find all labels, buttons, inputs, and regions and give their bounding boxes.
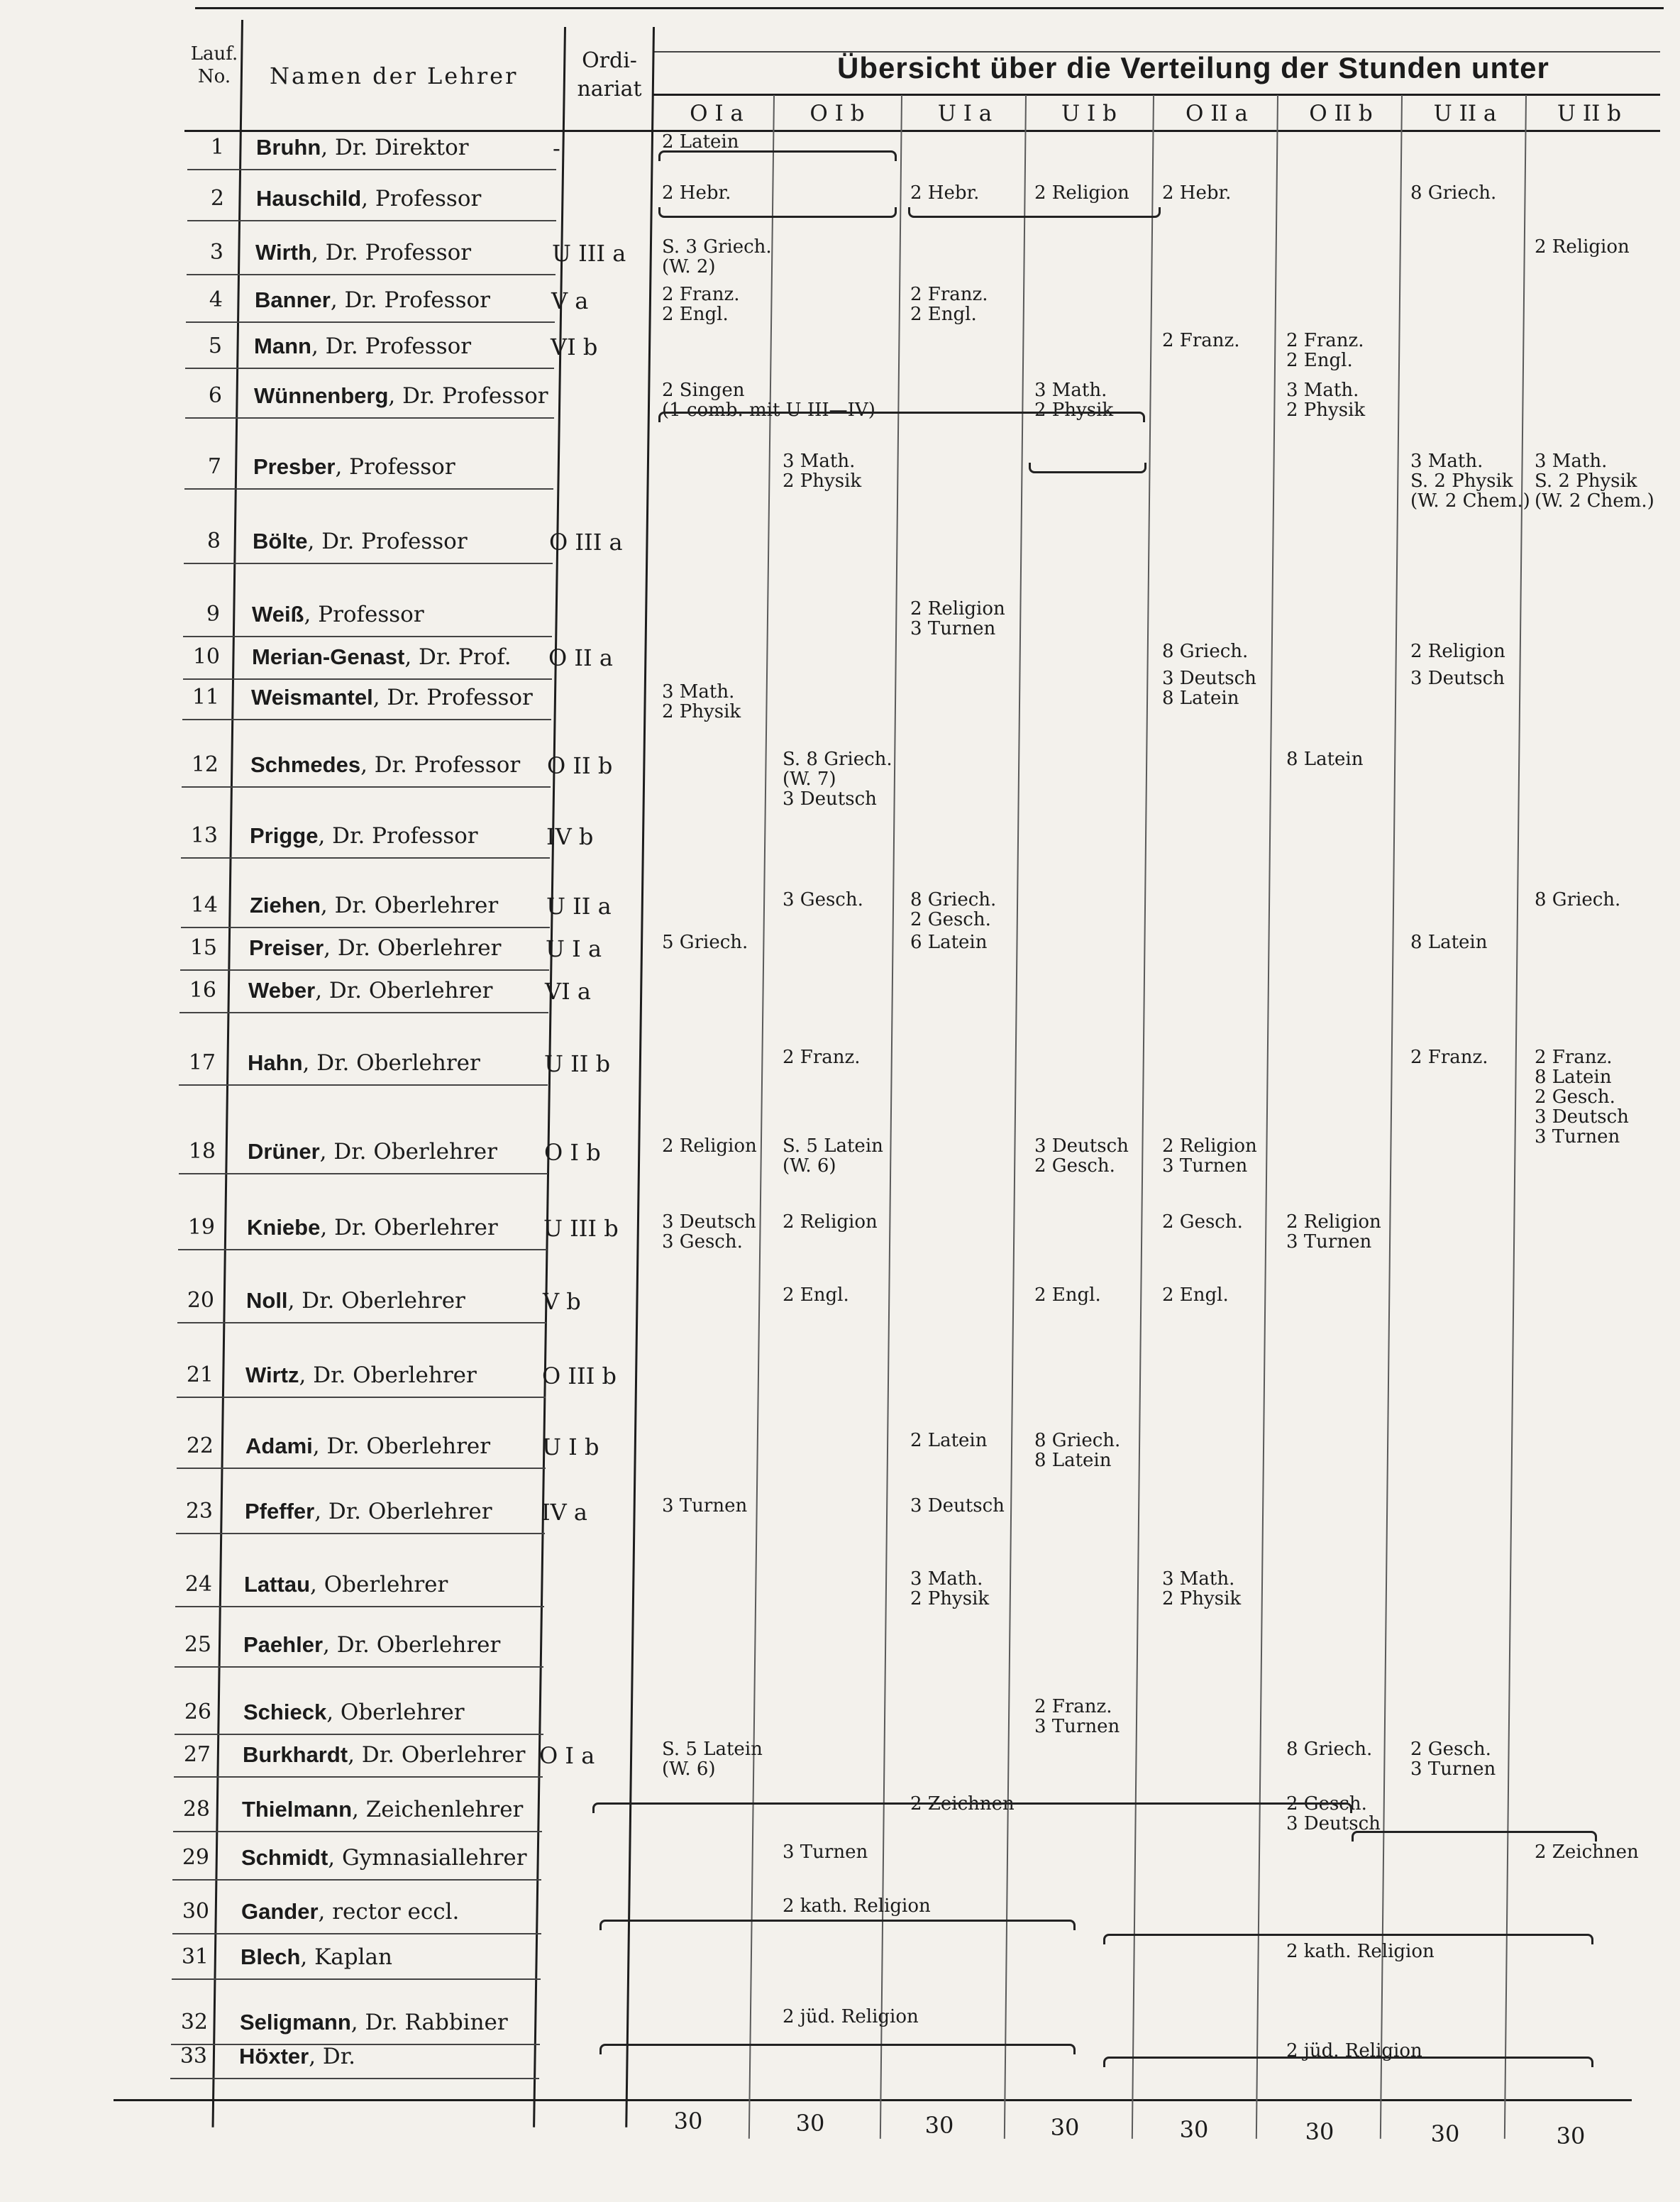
schedule-entry: 8 Griech. xyxy=(1286,1739,1373,1760)
schedule-entry: 2 Hebr. xyxy=(1162,182,1232,204)
schedule-entry: 3 Gesch. xyxy=(783,889,863,910)
ordinariat: O II b xyxy=(547,752,613,779)
ordinariat: U I a xyxy=(546,935,602,962)
ordinariat: V a xyxy=(551,287,589,314)
schedule-entry: 6 Latein xyxy=(910,932,988,953)
schedule-entry: 2 Zeichnen xyxy=(910,1793,1015,1815)
schedule-entry: 2 Religion 3 Turnen xyxy=(1162,1135,1257,1177)
ordinariat: O III a xyxy=(549,529,623,556)
row-number: 22 xyxy=(186,1433,214,1458)
teacher-name: Hahn, Dr. Oberlehrer xyxy=(248,1050,480,1076)
schedule-entry: 2 Gesch. 3 Deutsch xyxy=(1286,1793,1381,1834)
teacher-name: Banner, Dr. Professor xyxy=(255,287,490,313)
schedule-entry: 2 Religion xyxy=(1535,236,1630,258)
row-number: 4 xyxy=(209,287,223,312)
teacher-name: Wünnenberg, Dr. Professor xyxy=(254,383,548,409)
schedule-entry: 2 kath. Religion xyxy=(1286,1941,1435,1962)
teacher-name: Wirth, Dr. Professor xyxy=(255,240,472,265)
ordinariat: VI a xyxy=(545,978,591,1005)
column-total: 30 xyxy=(924,2112,954,2139)
schedule-entry: 2 kath. Religion xyxy=(783,1895,931,1917)
row-number: 8 xyxy=(206,529,221,554)
schedule-entry: 3 Math. 2 Physik xyxy=(783,451,862,492)
teacher-name: Weismantel, Dr. Professor xyxy=(251,685,533,710)
row-number: 9 xyxy=(206,602,220,627)
schedule-entry: 2 Religion xyxy=(662,1135,757,1157)
ordinariat: IV a xyxy=(541,1499,587,1526)
header-ordi-1: Ordi- xyxy=(582,48,637,73)
row-number: 2 xyxy=(210,186,224,211)
row-number: 6 xyxy=(208,383,222,408)
row-number: 25 xyxy=(184,1632,211,1657)
schedule-entry: 2 Religion xyxy=(783,1211,878,1233)
teacher-name: Thielmann, Zeichenlehrer xyxy=(242,1797,524,1822)
row-number: 14 xyxy=(190,893,218,918)
column-total: 30 xyxy=(1556,2123,1586,2149)
schedule-entry: 2 Franz. 3 Turnen xyxy=(1034,1696,1120,1737)
row-number: 12 xyxy=(191,752,219,777)
header-lauf: Lauf. xyxy=(190,43,238,65)
teacher-name: Schmedes, Dr. Professor xyxy=(250,752,521,778)
schedule-entry: 3 Math. 2 Physik xyxy=(910,1568,990,1609)
schedule-entry: 2 Franz. 2 Engl. xyxy=(910,284,988,325)
row-number: 15 xyxy=(189,935,217,960)
row-number: 28 xyxy=(182,1797,210,1822)
ordinariat: O I a xyxy=(539,1742,595,1769)
ordinariat: O I b xyxy=(544,1139,601,1166)
class-header: U I a xyxy=(937,101,993,126)
ordinariat: O II a xyxy=(548,644,613,671)
class-header: O II a xyxy=(1185,101,1249,126)
schedule-entry: 5 Griech. xyxy=(662,932,748,953)
schedule-entry: S. 5 Latein (W. 6) xyxy=(662,1739,763,1780)
teacher-name: Kniebe, Dr. Oberlehrer xyxy=(247,1215,498,1240)
schedule-entry: 8 Griech. xyxy=(1535,889,1621,910)
schedule-entry: 2 Hebr. xyxy=(910,182,980,204)
row-number: 3 xyxy=(209,240,223,265)
teacher-name: Presber, Professor xyxy=(253,454,455,480)
ordinariat: U III a xyxy=(552,240,626,267)
row-number: 10 xyxy=(192,644,220,669)
row-number: 31 xyxy=(181,1944,209,1969)
teacher-name: Schmidt, Gymnasiallehrer xyxy=(241,1845,527,1871)
schedule-entry: S. 8 Griech. (W. 7) 3 Deutsch xyxy=(783,749,892,810)
schedule-entry: 8 Griech. xyxy=(1162,641,1249,662)
row-number: 13 xyxy=(190,823,218,848)
schedule-entry: 2 Latein xyxy=(910,1430,988,1451)
schedule-entry: 2 Franz. 2 Engl. xyxy=(1286,330,1364,371)
teacher-name: Preiser, Dr. Oberlehrer xyxy=(249,935,502,961)
row-number: 19 xyxy=(187,1215,215,1240)
row-number: 23 xyxy=(185,1499,213,1524)
ordinariat: O III b xyxy=(542,1363,617,1389)
schedule-entry: 3 Deutsch xyxy=(1410,668,1505,689)
schedule-entry: S. 3 Griech. (W. 2) xyxy=(662,236,772,277)
schedule-entry: 3 Math. 2 Physik xyxy=(1162,1568,1242,1609)
table-title: Übersicht über die Verteilung der Stunden unter xyxy=(837,51,1549,84)
schedule-entry: 8 Latein xyxy=(1286,749,1364,770)
ordinariat: U III b xyxy=(543,1215,619,1242)
class-header: U II a xyxy=(1433,101,1497,126)
schedule-entry: 2 Religion xyxy=(1410,641,1505,662)
column-total: 30 xyxy=(1305,2118,1334,2145)
ordinariat: - xyxy=(553,135,560,162)
row-number: 29 xyxy=(182,1845,209,1870)
row-number: 27 xyxy=(183,1742,211,1767)
ordinariat: IV b xyxy=(546,823,594,850)
schedule-entry: 2 Latein xyxy=(662,131,739,153)
row-number: 7 xyxy=(207,454,221,479)
column-total: 30 xyxy=(1430,2120,1460,2147)
class-header: U I b xyxy=(1061,101,1117,126)
ordinariat: V b xyxy=(543,1288,581,1315)
header-names: Namen der Lehrer xyxy=(270,62,519,89)
teacher-name: Bruhn, Dr. Direktor xyxy=(256,135,469,160)
header-ordinariat xyxy=(568,47,651,104)
teacher-name: Hauschild, Professor xyxy=(256,186,482,211)
row-number: 21 xyxy=(186,1363,214,1387)
schedule-entry: 3 Math. 2 Physik xyxy=(1034,380,1114,421)
teacher-name: Schieck, Oberlehrer xyxy=(243,1700,465,1725)
schedule-entry: 2 Franz. xyxy=(783,1047,861,1068)
class-header: O II b xyxy=(1309,101,1373,126)
teacher-name: Weiß, Professor xyxy=(252,602,424,627)
header-lauf-no xyxy=(186,43,243,88)
row-number: 5 xyxy=(208,334,222,358)
schedule-entry: 2 Religion xyxy=(1034,182,1129,204)
schedule-entry: 2 Engl. xyxy=(1162,1284,1229,1306)
header-ordi-2: nariat xyxy=(577,77,642,101)
teacher-name: Mann, Dr. Professor xyxy=(254,334,472,359)
schedule-entry: 2 jüd. Religion xyxy=(1286,2040,1422,2061)
teacher-name: Wirtz, Dr. Oberlehrer xyxy=(245,1363,477,1388)
teacher-name: Merian-Genast, Dr. Prof. xyxy=(252,644,512,670)
teacher-name: Paehler, Dr. Oberlehrer xyxy=(243,1632,501,1658)
column-total: 30 xyxy=(795,2110,825,2137)
schedule-entry: 2 Religion 3 Turnen xyxy=(910,598,1005,639)
schedule-entry: 2 Singen (1 comb. mit U III—IV) xyxy=(662,380,875,421)
ordinariat: VI b xyxy=(551,334,598,360)
schedule-entry: 2 Franz. 8 Latein 2 Gesch. 3 Deutsch 3 Turnen xyxy=(1535,1047,1629,1147)
row-number: 32 xyxy=(180,2010,208,2035)
ordinariat: U I b xyxy=(542,1433,599,1460)
schedule-entry: 3 Deutsch 2 Gesch. xyxy=(1034,1135,1129,1177)
teacher-name: Höxter, Dr. xyxy=(239,2044,356,2069)
teacher-name: Gander, rector eccl. xyxy=(241,1899,460,1925)
row-number: 26 xyxy=(184,1700,211,1724)
row-number: 11 xyxy=(192,685,219,710)
row-number: 20 xyxy=(187,1288,214,1313)
teacher-name: Seligmann, Dr. Rabbiner xyxy=(240,2010,508,2035)
teacher-name: Ziehen, Dr. Oberlehrer xyxy=(250,893,499,918)
schedule-entry: 2 Gesch. 3 Turnen xyxy=(1410,1739,1496,1780)
column-total: 30 xyxy=(1050,2114,1080,2141)
schedule-entry: S. 5 Latein (W. 6) xyxy=(783,1135,883,1177)
schedule-entry: 2 Engl. xyxy=(1034,1284,1101,1306)
schedule-entry: 8 Latein xyxy=(1410,932,1488,953)
schedule-entry: 3 Math. S. 2 Physik (W. 2 Chem.) xyxy=(1410,451,1530,512)
schedule-entry: 2 Franz. xyxy=(1410,1047,1488,1068)
row-number: 1 xyxy=(210,135,224,160)
schedule-entry: 8 Griech. xyxy=(1410,182,1497,204)
column-total: 30 xyxy=(1179,2116,1209,2143)
teacher-name: Blech, Kaplan xyxy=(241,1944,392,1970)
header-no: No. xyxy=(197,66,231,87)
teacher-name: Pfeffer, Dr. Oberlehrer xyxy=(245,1499,492,1524)
schedule-entry: 3 Math. S. 2 Physik (W. 2 Chem.) xyxy=(1535,451,1654,512)
schedule-entry: 8 Griech. 2 Gesch. xyxy=(910,889,997,930)
teacher-name: Noll, Dr. Oberlehrer xyxy=(246,1288,465,1314)
schedule-entry: 3 Turnen xyxy=(662,1495,748,1516)
teacher-name: Adami, Dr. Oberlehrer xyxy=(245,1433,491,1459)
schedule-entry: 2 jüd. Religion xyxy=(783,2006,919,2027)
column-total: 30 xyxy=(673,2108,703,2135)
class-header: O I a xyxy=(690,101,744,126)
teacher-name: Burkhardt, Dr. Oberlehrer xyxy=(243,1742,526,1768)
row-number: 33 xyxy=(179,2044,207,2069)
teacher-name: Drüner, Dr. Oberlehrer xyxy=(248,1139,497,1165)
schedule-entry: 2 Franz. xyxy=(1162,330,1240,351)
schedule-entry: 2 Franz. 2 Engl. xyxy=(662,284,740,325)
schedule-entry: 3 Turnen xyxy=(783,1842,868,1863)
row-number: 18 xyxy=(188,1139,216,1164)
schedule-entry: 2 Hebr. xyxy=(662,182,731,204)
ordinariat: U II a xyxy=(546,893,612,920)
schedule-entry: 2 Zeichnen xyxy=(1535,1842,1639,1863)
teacher-name: Bölte, Dr. Professor xyxy=(253,529,468,554)
schedule-entry: 3 Deutsch 3 Gesch. xyxy=(662,1211,756,1253)
schedule-entry: 3 Math. 2 Physik xyxy=(662,681,741,722)
row-number: 17 xyxy=(188,1050,216,1075)
row-number: 16 xyxy=(189,978,216,1003)
schedule-entry: 8 Griech. 8 Latein xyxy=(1034,1430,1121,1471)
teacher-name: Prigge, Dr. Professor xyxy=(250,823,478,849)
schedule-entry: 3 Deutsch 8 Latein xyxy=(1162,668,1256,709)
schedule-entry: 2 Gesch. xyxy=(1162,1211,1243,1233)
class-header: U II b xyxy=(1557,101,1622,126)
schedule-entry: 3 Deutsch xyxy=(910,1495,1005,1516)
row-number: 24 xyxy=(184,1572,212,1597)
teacher-name: Lattau, Oberlehrer xyxy=(244,1572,448,1597)
ordinariat: U II b xyxy=(544,1050,611,1077)
schedule-entry: 2 Religion 3 Turnen xyxy=(1286,1211,1381,1253)
class-header: O I b xyxy=(809,101,865,126)
schedule-entry: 2 Engl. xyxy=(783,1284,849,1306)
schedule-entry: 3 Math. 2 Physik xyxy=(1286,380,1366,421)
row-number: 30 xyxy=(182,1899,209,1924)
teacher-name: Weber, Dr. Oberlehrer xyxy=(248,978,493,1003)
